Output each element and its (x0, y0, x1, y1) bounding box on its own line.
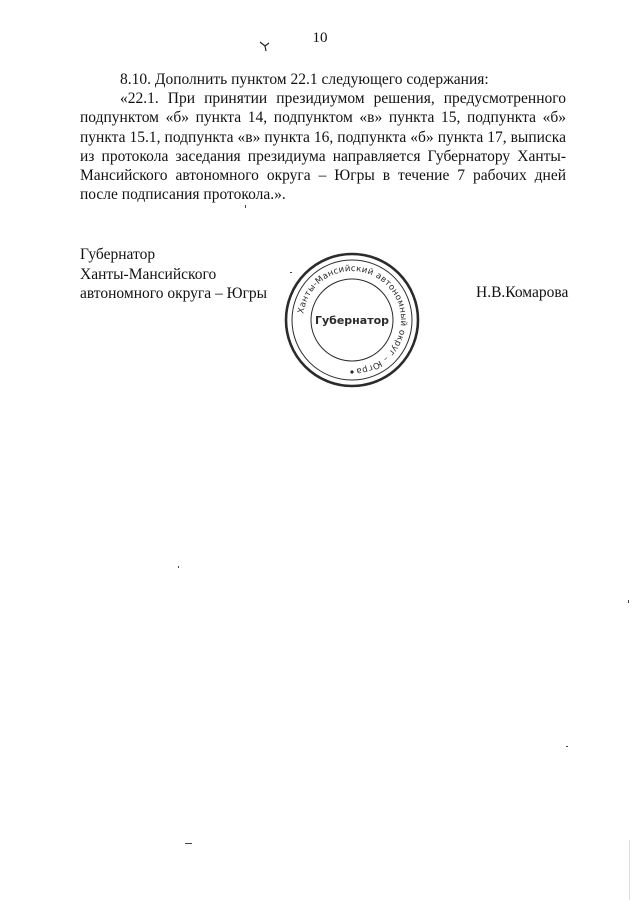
scan-speck (629, 840, 630, 900)
scan-speck (178, 566, 179, 568)
signatory-title-line-3: автономного округа – Югры (80, 285, 268, 302)
seal-ring-text: Ханты-Мансийский автономный округ – Югра (296, 263, 409, 376)
document-body (80, 70, 566, 204)
quoted-clause-paragraph: «22.1. При принятии президиумом решения, предусмотренного подпунктом «б» пункта 14, подпунктом «в» пункта 15, подпункта «б» пункта 15.1, подпункта «в» пункта 16, подпункта «б» пункта 17, выписка из протокола заседания президиума направляется Губернатору Ханты-Мансийского автономного округа – Югры в течение 7 рабочих дней после подписания протокола.». (80, 90, 566, 204)
signatory-title-line-1: Губернатор (80, 246, 156, 263)
scan-speck (185, 843, 192, 844)
seal-dot (350, 370, 353, 373)
signatory-title (80, 245, 267, 304)
amendment-paragraph: 8.10. Дополнить пунктом 22.1 следующего содержания: (120, 71, 489, 88)
scan-speck (245, 205, 246, 208)
seal-center-text: Губернатор (314, 314, 390, 327)
official-seal (282, 250, 422, 390)
scan-speck (566, 746, 568, 747)
signatory-title-line-2: Ханты-Мансийского (80, 265, 217, 283)
scan-speck (628, 600, 629, 603)
signatory-name: Н.В.Комарова (476, 284, 569, 301)
page-number: 10 (312, 30, 328, 46)
scan-speck (290, 272, 292, 273)
scan-mark (258, 40, 272, 52)
